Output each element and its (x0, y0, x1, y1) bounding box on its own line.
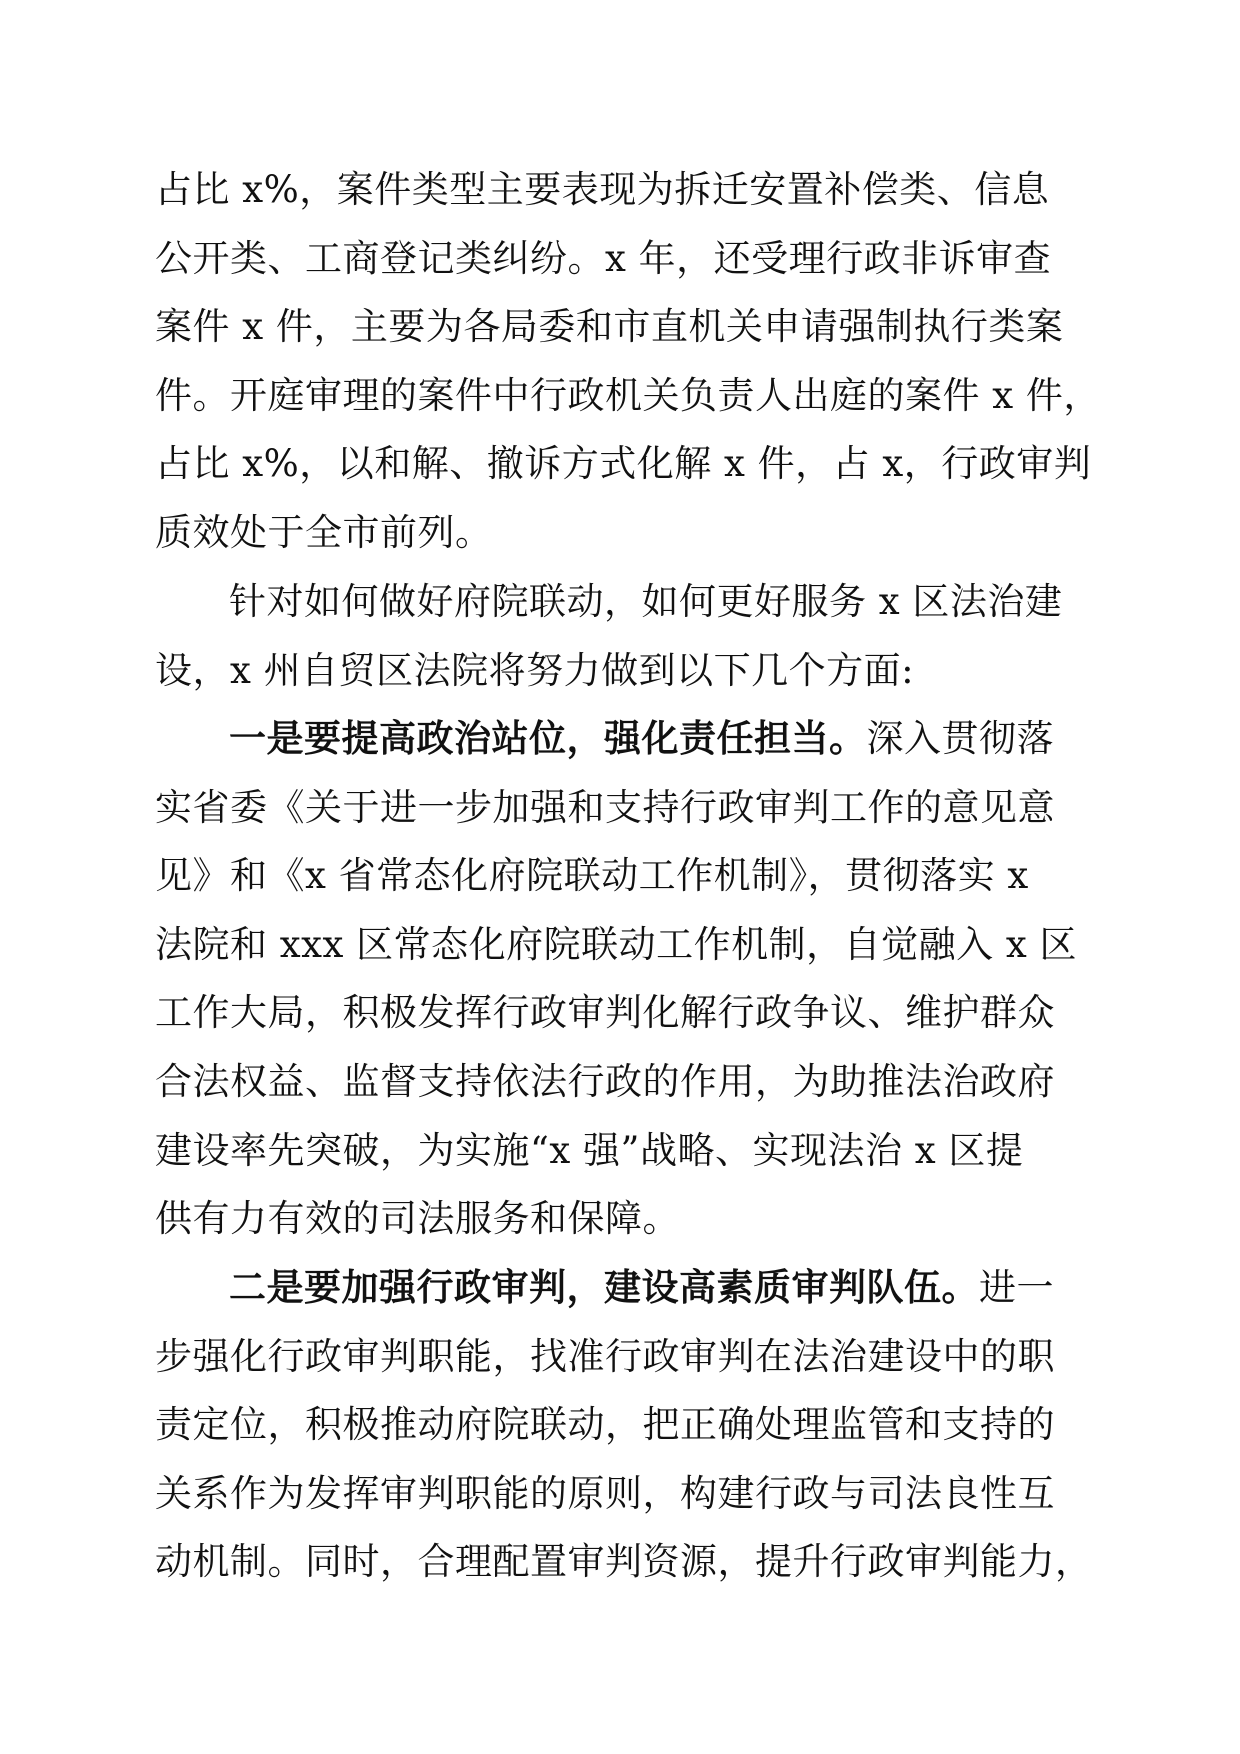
paragraph-4-heading: 二是要加强行政审判，建设高素质审判队伍。 (229, 1266, 979, 1309)
paragraph-4-line: 责定位，积极推动府院联动，把正确处理监管和支持的 (155, 1403, 1055, 1447)
paragraph-4-line: 动机制。同时，合理配置审判资源，提升行政审判能力， (155, 1540, 1093, 1584)
paragraph-3 (155, 705, 1085, 1254)
paragraph-3-line: 工作大局，积极发挥行政审判化解行政争议、维护群众 (155, 991, 1055, 1035)
paragraph-1 (155, 156, 1101, 568)
paragraph-4-line: 关系作为发挥审判职能的原则，构建行政与司法良性互 (155, 1471, 1055, 1515)
paragraph-3-line: 合法权益、监督支持依法行政的作用，为助推法治政府 (155, 1059, 1055, 1103)
paragraph-3-first-line (155, 705, 1085, 774)
paragraph-3-line: 见》和《x 省常态化府院联动工作机制》，贯彻落实 x (155, 854, 1029, 898)
paragraph-4 (155, 1254, 1093, 1597)
paragraph-3-line: 供有力有效的司法服务和保障。 (155, 1197, 680, 1241)
paragraph-1-line: 质效处于全市前列。 (155, 510, 493, 554)
paragraph-4-line: 步强化行政审判职能，找准行政审判在法治建设中的职 (155, 1334, 1055, 1378)
paragraph-2-line: 针对如何做好府院联动，如何更好服务 x 区法治建 (229, 580, 1063, 623)
paragraph-1-line: 件。开庭审理的案件中行政机关负责人出庭的案件 x 件， (155, 373, 1101, 417)
paragraph-3-line: 法院和 xxx 区常态化府院联动工作机制，自觉融入 x 区 (155, 922, 1078, 966)
paragraph-3-line: 实省委《关于进一步加强和支持行政审判工作的意见意 (155, 785, 1055, 829)
paragraph-2-line: 设，x 州自贸区法院将努力做到以下几个方面: (155, 648, 915, 692)
paragraph-2 (155, 568, 1085, 705)
paragraph-1-line: 占比 x%，以和解、撤诉方式化解 x 件，占 x，行政审判 (155, 442, 1092, 486)
paragraph-3-first-line-rest: 深入贯彻落 (866, 717, 1054, 760)
paragraph-4-first-line-rest: 进一 (979, 1266, 1054, 1309)
paragraph-1-line: 公开类、工商登记类纠纷。x 年，还受理行政非诉审查 (155, 236, 1052, 280)
paragraph-4-first-line (155, 1254, 1085, 1323)
paragraph-3-heading: 一是要提高政治站位，强化责任担当。 (229, 717, 867, 760)
paragraph-1-line: 案件 x 件，主要为各局委和市直机关申请强制执行类案 (155, 305, 1064, 349)
paragraph-3-line: 建设率先突破，为实施“x 强”战略、实现法治 x 区提 (155, 1128, 1024, 1172)
paragraph-1-line: 占比 x%，案件类型主要表现为拆迁安置补偿类、信息 (155, 168, 1050, 211)
